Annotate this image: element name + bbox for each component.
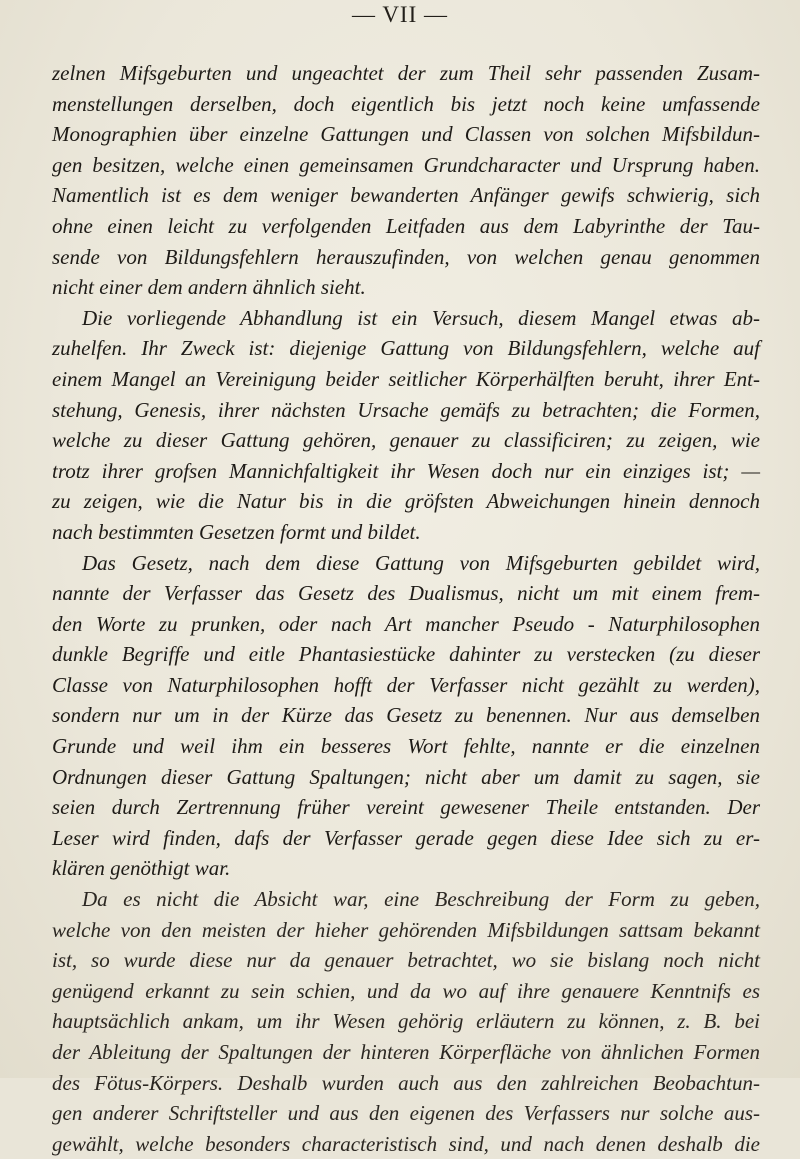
text-line: nicht einer dem andern ähnlich sieht. (52, 275, 366, 300)
text-line: Classe von Naturphilosophen hofft der Verfasser nicht gezählt zu werden), (52, 672, 760, 697)
text-line: einem Mangel an Vereinigung beider seitlicher Körperhälften beruht, ihrer Ent- (52, 366, 760, 391)
text-line: welche zu dieser Gattung gehören, genauer zu classificiren; zu zeigen, wie (52, 428, 760, 453)
text-line: Leser wird finden, dafs der Verfasser gerade gegen diese Idee sich zu er- (52, 825, 760, 850)
text-line: Namentlich ist es dem weniger bewanderten Anfänger gewifs schwierig, sich (52, 183, 760, 208)
text-line: Da es nicht die Absicht war, eine Beschreibung der Form zu geben, (82, 887, 760, 912)
text-line: Monographien über einzelne Gattungen und Classen von solchen Mifsbildun- (52, 122, 760, 147)
text-line: ohne einen leicht zu verfolgenden Leitfaden aus dem Labyrinthe der Tau- (52, 213, 760, 238)
body-text (52, 58, 760, 1159)
text-line: Ordnungen dieser Gattung Spaltungen; nicht aber um damit zu sagen, sie (52, 764, 760, 789)
text-line: sondern nur um in der Kürze das Gesetz zu benennen. Nur aus demselben (52, 703, 760, 728)
text-line: Die vorliegende Abhandlung ist ein Versuch, diesem Mangel etwas ab- (82, 305, 760, 330)
text-line: seien durch Zertrennung früher vereint gewesener Theile entstanden. Der (52, 795, 760, 820)
text-line: zelnen Mifsgeburten und ungeachtet der zum Theil sehr passenden Zusam- (52, 61, 760, 85)
text-line: den Worte zu prunken, oder nach Art mancher Pseudo - Naturphilosophen (52, 611, 760, 636)
text-line: dunkle Begriffe und eitle Phantasiestücke dahinter zu verstecken (zu dieser (52, 642, 760, 667)
text-line: der Ableitung der Spaltungen der hinteren Körperfläche von ähnlichen Formen (52, 1040, 760, 1064)
text-line: zu zeigen, wie die Natur bis in die gröfsten Abweichungen hinein dennoch (52, 489, 760, 514)
text-line: nach bestimmten Gesetzen formt und bildet. (52, 519, 421, 544)
text-line: gewählt, welche besonders characteristisch sind, und nach denen deshalb die (52, 1131, 760, 1156)
text-line: menstellungen derselben, doch eigentlich bis jetzt noch keine umfassende (52, 91, 760, 116)
text-line: genügend erkannt zu sein schien, und da wo auf ihre genauere Kenntnifs es (52, 978, 760, 1003)
text-line: gen besitzen, welche einen gemeinsamen Grundcharacter und Ursprung haben. (52, 152, 760, 177)
text-line: Grunde und weil ihm ein besseres Wort fehlte, nannte er die einzelnen (52, 734, 760, 759)
page-header: — VII — (351, 2, 448, 27)
text-line: welche von den meisten der hieher gehörenden Mifsbildungen sattsam bekannt (52, 917, 760, 942)
text-line: sende von Bildungsfehlern herauszufinden, von welchen genau genommen (52, 244, 760, 269)
text-line: trotz ihrer grofsen Mannichfaltigkeit ihr Wesen doch nur ein einziges ist; — (52, 458, 760, 483)
text-line: zuhelfen. Ihr Zweck ist: diejenige Gattung von Bildungsfehlern, welche auf (52, 336, 760, 361)
text-line: gen anderer Schriftsteller und aus den eigenen des Verfassers nur solche aus- (52, 1101, 760, 1126)
text-line: Das Gesetz, nach dem diese Gattung von Mifsgeburten gebildet wird, (82, 550, 760, 575)
text-line: klären genöthigt war. (52, 856, 231, 881)
text-line: des Fötus-Körpers. Deshalb wurden auch aus den zahlreichen Beobachtun- (52, 1070, 760, 1095)
text-line: stehung, Genesis, ihrer nächsten Ursache gemäfs zu betrachten; die Formen, (52, 397, 760, 422)
paragraph-4 (52, 884, 760, 1159)
text-line: ist, so wurde diese nur da genauer betrachtet, wo sie bislang noch nicht (52, 948, 760, 973)
text-line: nannte der Verfasser das Gesetz des Dualismus, nicht um mit einem frem- (52, 581, 760, 606)
text-line: hauptsächlich ankam, um ihr Wesen gehörig erläutern zu können, z. B. bei (52, 1009, 760, 1034)
